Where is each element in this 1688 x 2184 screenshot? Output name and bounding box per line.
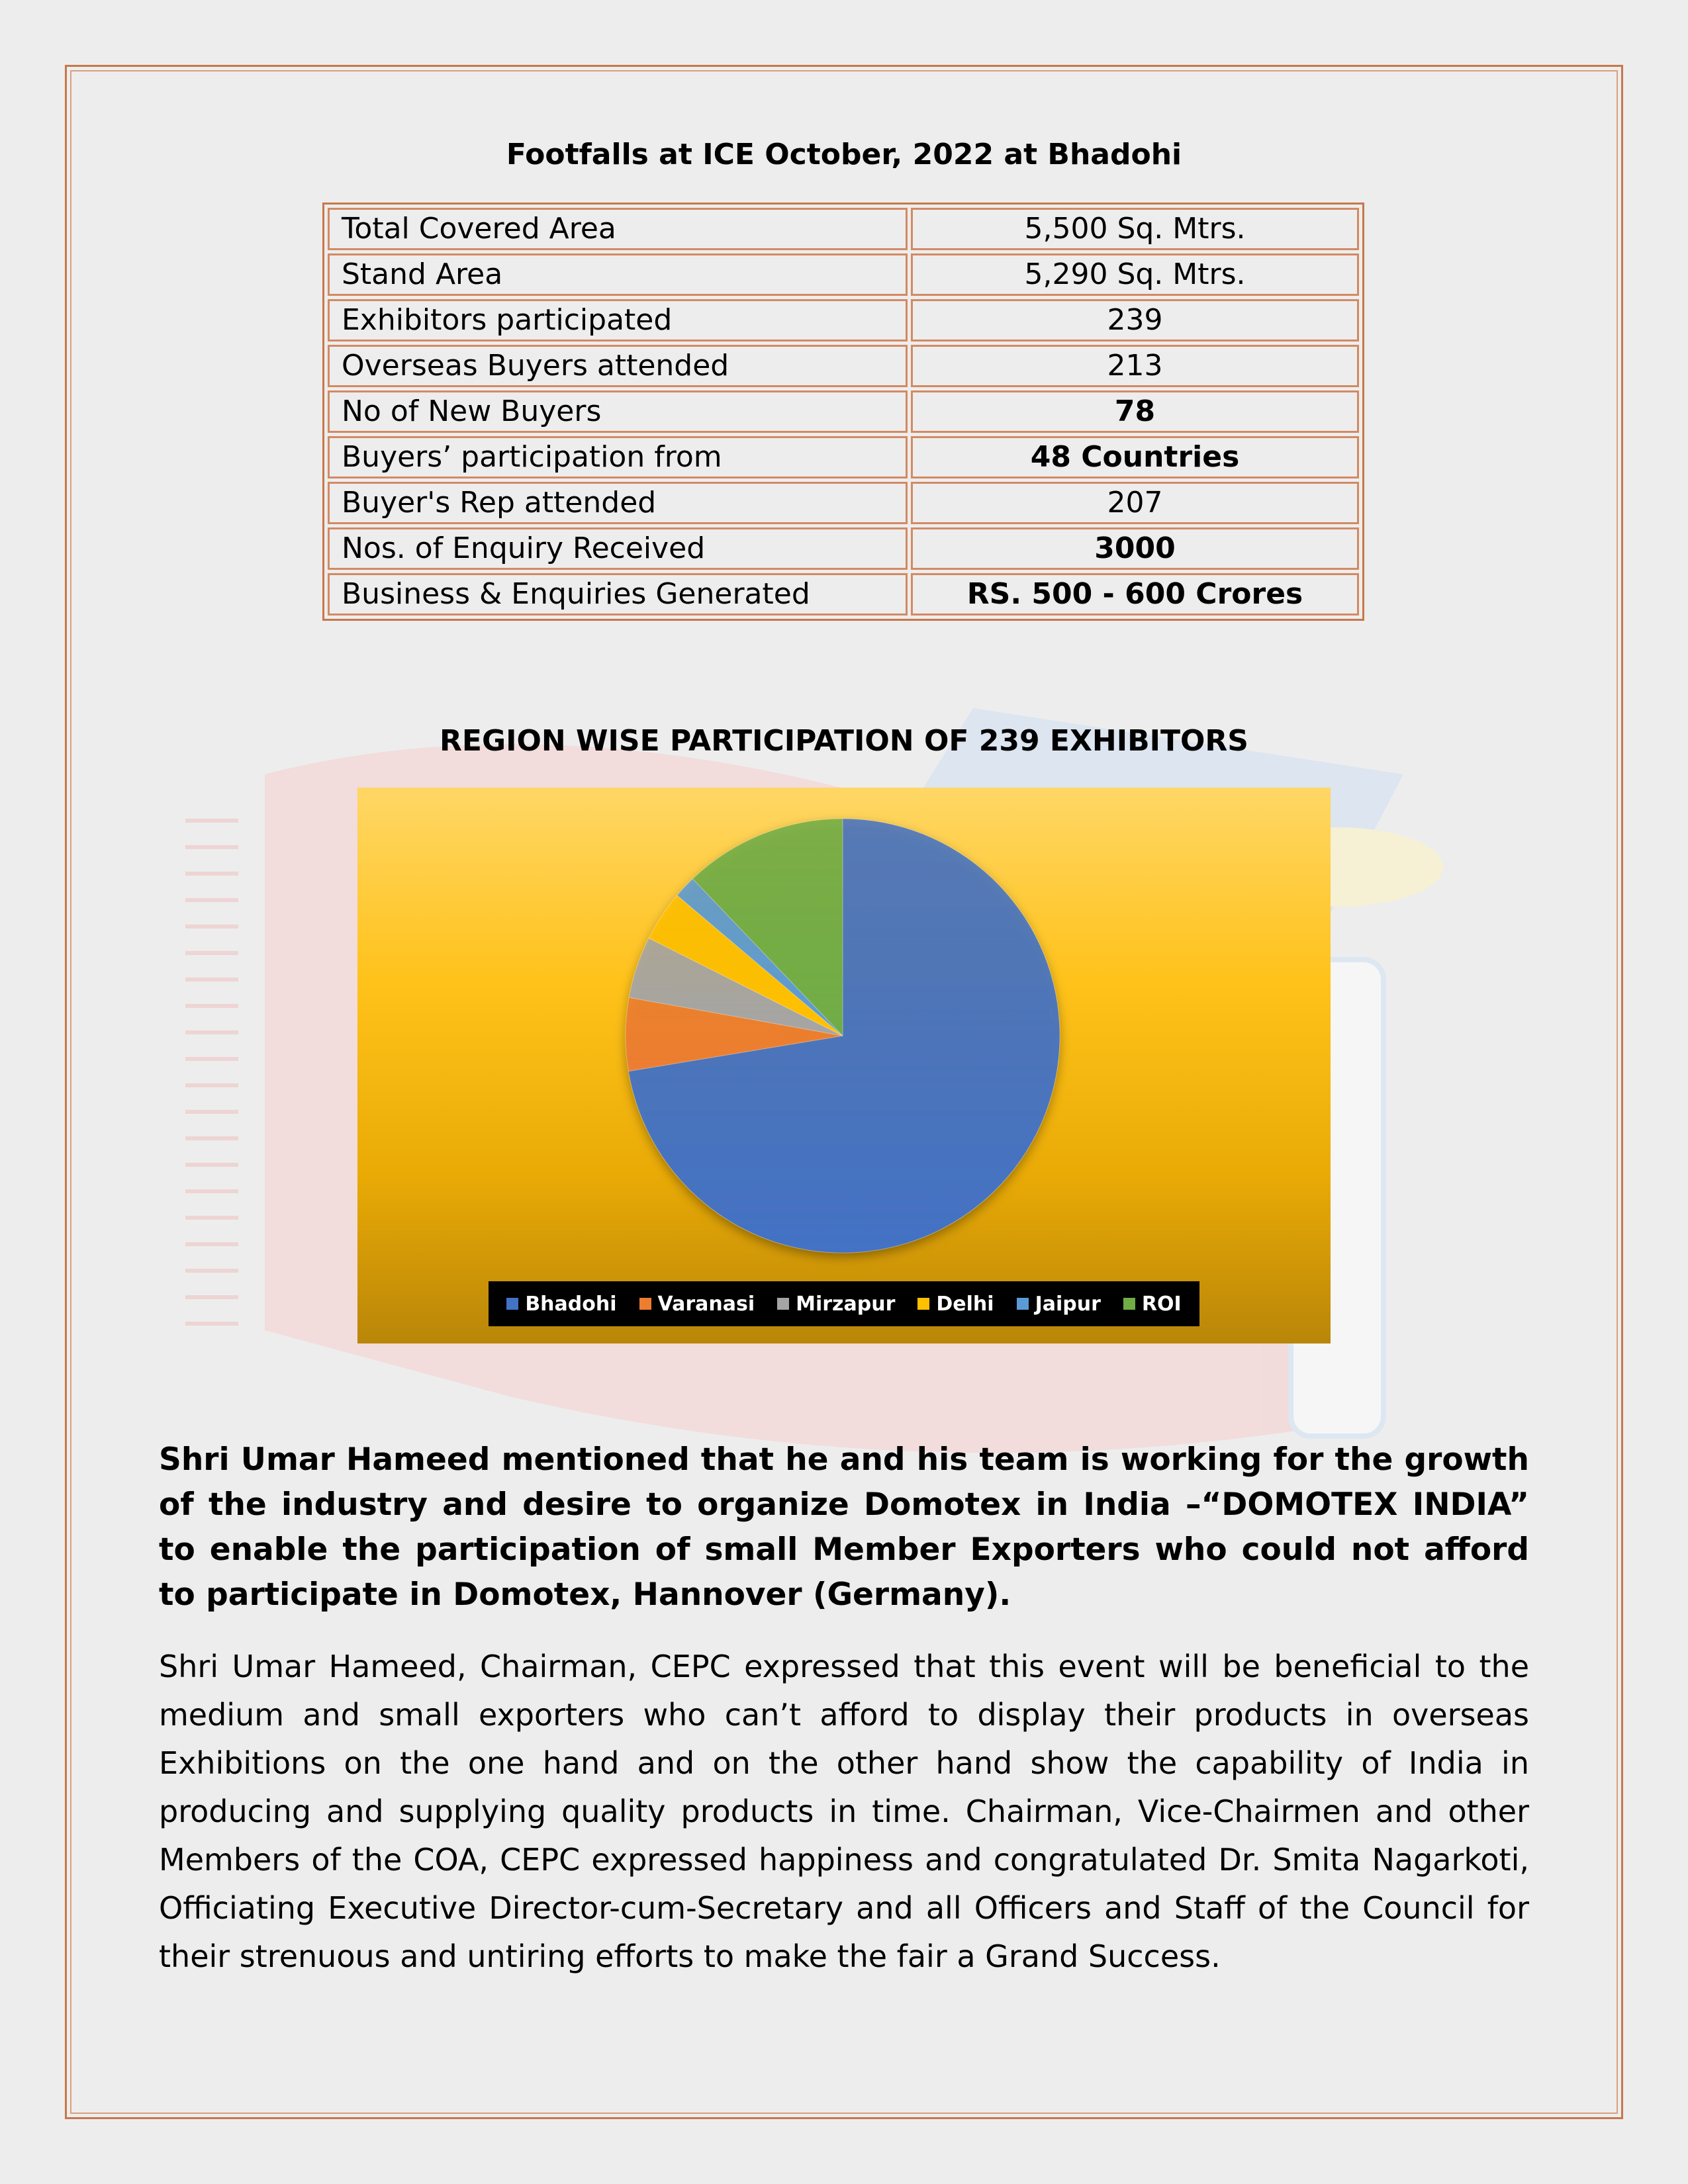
legend-item bbox=[1123, 1293, 1182, 1316]
row-label: Stand Area bbox=[328, 253, 908, 296]
row-value: 239 bbox=[911, 299, 1359, 341]
row-value: 78 bbox=[911, 390, 1359, 433]
row-value: 5,500 Sq. Mtrs. bbox=[911, 208, 1359, 250]
row-label: Business & Enquiries Generated bbox=[328, 573, 908, 615]
table-row bbox=[328, 482, 1359, 524]
table-row bbox=[328, 573, 1359, 615]
row-label: Total Covered Area bbox=[328, 208, 908, 250]
row-label: Nos. of Enquiry Received bbox=[328, 527, 908, 570]
row-value: 3000 bbox=[911, 527, 1359, 570]
body-paragraph: Shri Umar Hameed, Chairman, CEPC expressed that this event will be beneficial to the medium and small exporters who can’t afford to display their products in overseas Exhibitions on the one hand and on the other hand show the capability of India in producing and supplying quality products in time. Chairman, Vice-Chairmen and other Members of the COA, CEPC expressed happiness and congratulated Dr. Smita Nagarkoti, Officiating Executive Director-cum-Secretary and all Officers and Staff of the Council for their strenuous and untiring efforts to make the fair a Grand Success. bbox=[159, 1649, 1529, 1974]
table-row bbox=[328, 390, 1359, 433]
legend-swatch bbox=[777, 1298, 789, 1310]
legend-swatch bbox=[506, 1298, 518, 1310]
legend-label: ROI bbox=[1141, 1292, 1182, 1316]
table-row bbox=[328, 299, 1359, 341]
legend-label: Varanasi bbox=[657, 1292, 755, 1316]
chart-legend bbox=[489, 1281, 1199, 1326]
row-label: Overseas Buyers attended bbox=[328, 345, 908, 387]
legend-label: Jaipur bbox=[1035, 1292, 1101, 1316]
row-label: Buyer's Rep attended bbox=[328, 482, 908, 524]
table-row bbox=[328, 527, 1359, 570]
legend-label: Delhi bbox=[936, 1292, 994, 1316]
table-row bbox=[328, 253, 1359, 296]
legend-label: Bhadohi bbox=[525, 1292, 617, 1316]
row-label: No of New Buyers bbox=[328, 390, 908, 433]
pie-chart bbox=[357, 788, 1331, 1343]
legend-swatch bbox=[1123, 1298, 1135, 1310]
footfalls-table bbox=[322, 203, 1364, 621]
row-label: Exhibitors participated bbox=[328, 299, 908, 341]
legend-item bbox=[917, 1293, 994, 1316]
legend-item bbox=[639, 1293, 755, 1316]
chart-title: REGION WISE PARTICIPATION OF 239 EXHIBITORS bbox=[440, 724, 1248, 758]
legend-label: Mirzapur bbox=[796, 1292, 896, 1316]
legend-swatch bbox=[1017, 1298, 1029, 1310]
row-value: 207 bbox=[911, 482, 1359, 524]
legend-item bbox=[1017, 1293, 1101, 1316]
row-value: 48 Countries bbox=[911, 436, 1359, 478]
legend-item bbox=[777, 1293, 895, 1316]
bold-paragraph: Shri Umar Hameed mentioned that he and his team is working for the growth of the industry and desire to organize Domotex in India –“DOMOTEX INDIA” to enable the participation of small Member Exporters who could not afford to participate in Domotex, Hannover (Germany). bbox=[159, 1441, 1529, 1613]
table-row bbox=[328, 436, 1359, 478]
pie-chart-svg bbox=[357, 788, 1331, 1343]
row-label: Buyers’ participation from bbox=[328, 436, 908, 478]
legend-item bbox=[506, 1293, 616, 1316]
table-row bbox=[328, 208, 1359, 250]
table-title: Footfalls at ICE October, 2022 at Bhadohi bbox=[506, 138, 1182, 171]
row-value: 5,290 Sq. Mtrs. bbox=[911, 253, 1359, 296]
row-value: 213 bbox=[911, 345, 1359, 387]
row-value: RS. 500 - 600 Crores bbox=[911, 573, 1359, 615]
table-row bbox=[328, 345, 1359, 387]
legend-swatch bbox=[917, 1298, 929, 1310]
legend-swatch bbox=[639, 1298, 651, 1310]
